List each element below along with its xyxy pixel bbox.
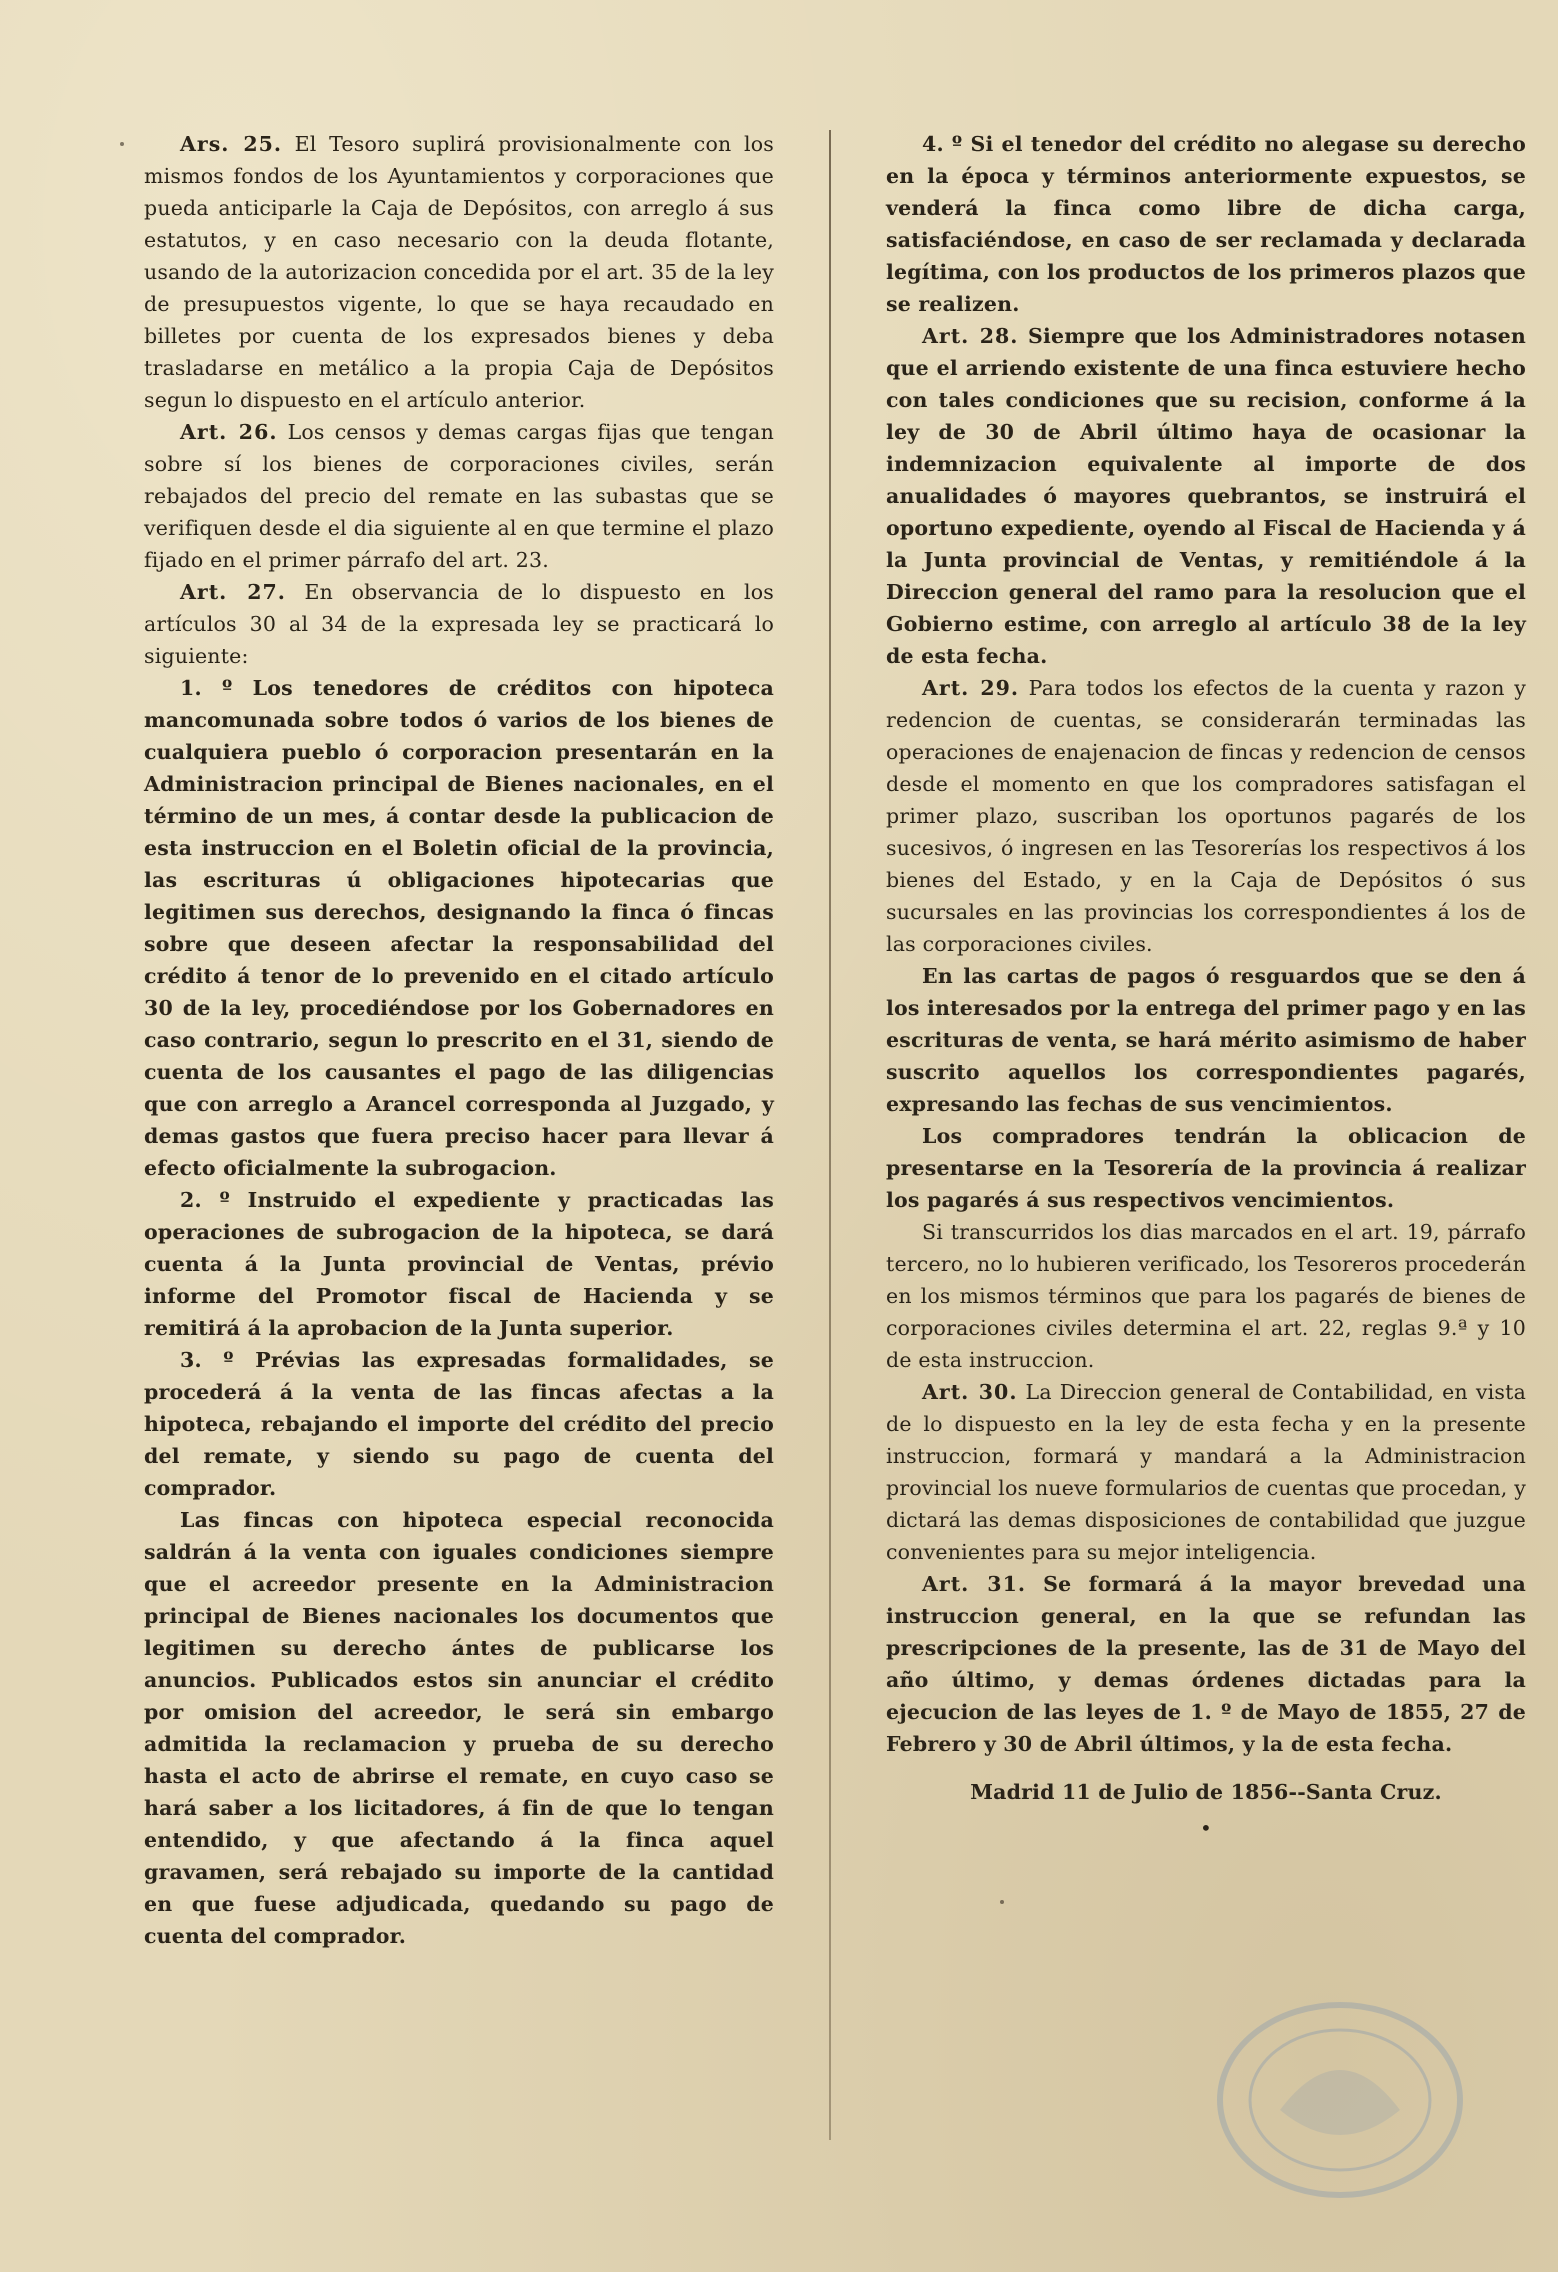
article-27 bbox=[144, 576, 774, 672]
article-text: Los censos y demas cargas fijas que tengan sobre sí los bienes de corporaciones civiles, serán rebajados del precio del remate en las subastas que se verifiquen desde el dia siguiente al en que termine el plazo fijado en el primer párrafo del art. 23. bbox=[144, 420, 774, 572]
article-label: Ars. 25. bbox=[180, 132, 283, 156]
item-label: 4. º bbox=[922, 132, 963, 156]
article-31 bbox=[886, 1568, 1526, 1760]
paragraph-payment-letters bbox=[886, 960, 1526, 1120]
article-label: Art. 30. bbox=[922, 1380, 1018, 1404]
paragraph-text: Los compradores tendrán la oblicacion de presentarse en la Tesorería de la provincia á realizar los pagarés á sus respectivos vencimientos. bbox=[886, 1124, 1526, 1212]
item-label: 1. º bbox=[180, 676, 233, 700]
right-column bbox=[886, 128, 1526, 1844]
article-label: Art. 26. bbox=[180, 420, 278, 444]
article-28 bbox=[886, 320, 1526, 672]
item-label: 3. º bbox=[180, 1348, 234, 1372]
item-3 bbox=[144, 1344, 774, 1504]
paragraph-text: Si transcurridos los dias marcados en el art. 19, párrafo tercero, no lo hubieren verificado, los Tesoreros procederán en los mismos términos que para los pagarés de bienes de corporaciones civiles determina el art. 22, reglas 9.ª y 10 de esta instruccion. bbox=[886, 1220, 1526, 1372]
paragraph-text: En las cartas de pagos ó resguardos que se den á los interesados por la entrega del primer pago y en las escrituras de venta, se hará mérito asimismo de haber suscrito aquellos los correspondientes pagarés, expresando las fechas de sus vencimientos. bbox=[886, 964, 1526, 1116]
article-label: Art. 29. bbox=[922, 676, 1020, 700]
article-26 bbox=[144, 416, 774, 576]
item-1 bbox=[144, 672, 774, 1184]
item-4 bbox=[886, 128, 1526, 320]
article-label: Art. 31. bbox=[922, 1572, 1026, 1596]
library-stamp-watermark bbox=[1150, 1990, 1530, 2250]
item-2 bbox=[144, 1184, 774, 1344]
item-text: Los tenedores de créditos con hipoteca mancomunada sobre todos ó varios de los bienes de cualquiera pueblo ó corporacion presentarán en la Administracion principal de Bienes nacionales, en el término de un mes, á contar desde la publicacion de esta instruccion en el Boletin oficial de la provincia, las escrituras ú obligaciones hipotecarias que legitimen sus derechos, designando la finca ó fincas sobre que deseen afectar la responsabilidad del crédito á tenor de lo prevenido en el citado artículo 30 de la ley, procediéndose por los Gobernadores en caso contrario, segun lo prescrito en el 31, siendo de cuenta de los causantes el pago de las diligencias que con arreglo a Arancel corresponda al Juzgado, y demas gastos que fuera preciso hacer para llevar á efecto oficialmente la subrogacion. bbox=[144, 676, 775, 1180]
article-text: Para todos los efectos de la cuenta y razon y redencion de cuentas, se considerarán terminadas las operaciones de enajenacion de fincas y redencion de censos desde el momento en que los compradores satisfagan el primer plazo, suscriban los oportunos pagarés de los sucesivos, ó ingresen en las Tesorerías los respectivos á los bienes del Estado, y en la Caja de Depósitos ó sus sucursales en las provincias los correspondientes á los de las corporaciones civiles. bbox=[886, 676, 1526, 956]
paragraph-text: Las fincas con hipoteca especial reconocida saldrán á la venta con iguales condiciones siempre que el acreedor presente en la Administracion principal de Bienes nacionales los documentos que legitimen su derecho ántes de publicarse los anuncios. Publicados estos sin anunciar el crédito por omision del acreedor, le será sin embargo admitida la reclamacion y prueba de su derecho hasta el acto de abrirse el remate, en cuyo caso se hará saber a los licitadores, á fin de que lo tengan entendido, y que afectando á la finca aquel gravamen, será rebajado su importe de la cantidad en que fuese adjudicada, quedando su pago de cuenta del comprador. bbox=[144, 1508, 774, 1948]
article-text: La Direccion general de Contabilidad, en vista de lo dispuesto en la ley de esta fecha y en la presente instruccion, formará y mandará a la Administracion provincial los nueve formularios de cuentas que procedan, y dictará las demas disposiciones de contabilidad que juzgue convenientes para su mejor inteligencia. bbox=[886, 1380, 1526, 1564]
article-label: Art. 27. bbox=[180, 580, 286, 604]
article-25 bbox=[144, 128, 774, 416]
ornament-dot: • bbox=[1200, 1816, 1212, 1840]
article-text: El Tesoro suplirá provisionalmente con los mismos fondos de los Ayuntamientos y corporaciones que pueda anticiparle la Caja de Depósitos, con arreglo á sus estatutos, y en caso necesario con la deuda flotante, usando de la autorizacion concedida por el art. 35 de la ley de presupuestos vigente, lo que se haya recaudado en billetes por cuenta de los expresados bienes y deba trasladarse en metálico a la propia Caja de Depósitos segun lo dispuesto en el artículo anterior. bbox=[144, 132, 775, 412]
article-text: Siempre que los Administradores notasen que el arriendo existente de una finca estuviere hecho con tales condiciones que su recision, conforme á la ley de 30 de Abril último haya de ocasionar la indemnizacion equivalente al importe de dos anualidades ó mayores quebrantos, se instruirá el oportuno expediente, oyendo al Fiscal de Hacienda y á la Junta provincial de Ventas, y remitiéndole á la Direccion general del ramo para la resolucion que el Gobierno estime, con arreglo al artículo 38 de la ley de esta fecha. bbox=[886, 324, 1526, 668]
paragraph-special-mortgage bbox=[144, 1504, 774, 1952]
article-30 bbox=[886, 1376, 1526, 1568]
article-29 bbox=[886, 672, 1526, 960]
paragraph-buyers bbox=[886, 1120, 1526, 1216]
article-text: Se formará á la mayor brevedad una instruccion general, en la que se refundan las prescripciones de la presente, las de 31 de Mayo del año último, y demas órdenes dictadas para la ejecucion de las leyes de 1. º de Mayo de 1855, 27 de Febrero y 30 de Abril últimos, y la de esta fecha. bbox=[886, 1572, 1526, 1756]
article-label: Art. 28. bbox=[922, 324, 1019, 348]
paragraph-deadlines bbox=[886, 1216, 1526, 1376]
ink-speck bbox=[120, 142, 124, 146]
signature-line: Madrid 11 de Julio de 1856--Santa Cruz. bbox=[970, 1780, 1442, 1804]
item-text: Instruido el expediente y practicadas las operaciones de subrogacion de la hipoteca, se dará cuenta á la Junta provincial de Ventas, prévio informe del Promotor fiscal de Hacienda y se remitirá á la aprobacion de la Junta superior. bbox=[144, 1188, 774, 1340]
ink-speck bbox=[1000, 1900, 1004, 1904]
item-text: Prévias las expresadas formalidades, se procederá á la venta de las fincas afectas a la hipoteca, rebajando el importe del crédito del precio del remate, y siendo su pago de cuenta del comprador. bbox=[144, 1348, 775, 1500]
left-column bbox=[144, 128, 774, 1952]
item-text: Si el tenedor del crédito no alegase su derecho en la época y términos anteriormente expuestos, se venderá la finca como libre de dicha carga, satisfaciéndose, en caso de ser reclamada y declarada legítima, con los productos de los primeros plazos que se realizen. bbox=[886, 132, 1526, 316]
item-label: 2. º bbox=[180, 1188, 230, 1212]
article-text: En observancia de lo dispuesto en los artículos 30 al 34 de la expresada ley se practicará lo siguiente: bbox=[144, 580, 774, 668]
column-divider bbox=[829, 130, 831, 2140]
